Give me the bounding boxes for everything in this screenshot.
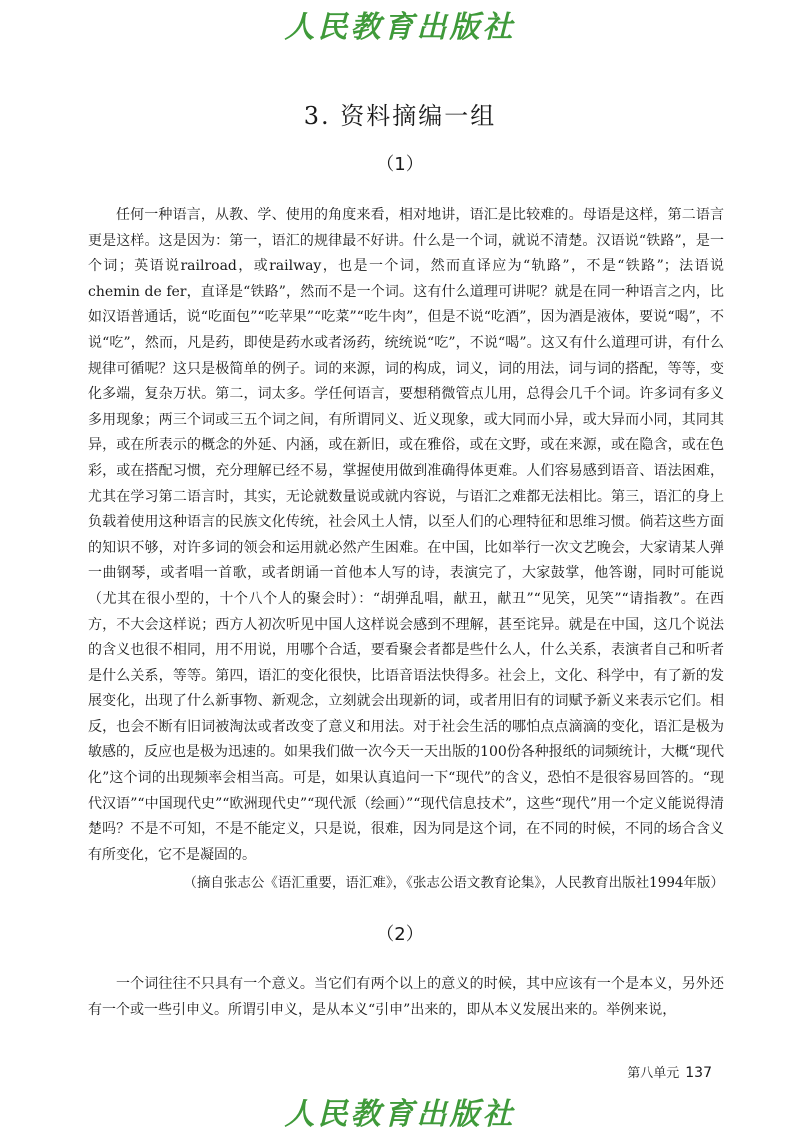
page-number: 137 (685, 1065, 712, 1081)
section-1-paragraph: 任何一种语言，从教、学、使用的角度来看，相对地讲，语汇是比较难的。母语是这样，第二语言更是这样。这是因为：第一，语汇的规律最不好讲。什么是一个词，就说不清楚。汉语说“铁路”，是一个词；英语说railroad，或railway，也是一个词，然而直译应为“轨路”，不是“铁路”；法语说chemin de fer，直译是“铁路”，然而不是一个词。这有什么道理可讲呢？就是在同一种语言之内，比如汉语普通话，说“吃面包”“吃苹果”“吃菜”“吃牛肉”，但是不说“吃酒”，因为酒是液体，要说“喝”，不说“吃”，然而，凡是药，即使是药水或者汤药，统统说“吃”，不说“喝”。这又有什么道理可讲，有什么规律可循呢？这只是极简单的例子。词的来源，词的构成，词义，词的用法，词与词的搭配，等等，变化多端，复杂万状。第二，词太多。学任何语言，要想稍微管点儿用，总得会几千个词。许多词有多义多用现象；两三个词或三五个词之间，有所谓同义、近义现象，或大同而小异，或大异而小同，其同其异，或在所表示的概念的外延、内涵，或在新旧，或在雅俗，或在文野，或在来源，或在隐含，或在色彩，或在搭配习惯，充分理解已经不易，掌握使用做到准确得体更难。人们容易感到语音、语法困难，尤其在学习第二语言时，其实，无论就数量说或就内容说，与语汇之难都无法相比。第三，语汇的身上负载着使用这种语言的民族文化传统，社会风土人情，以至人们的心理特征和思维习惯。倘若这些方面的知识不够，对许多词的领会和运用就必然产生困难。在中国，比如举行一次文艺晚会，大家请某人弹一曲钢琴，或者唱一首歌，或者朗诵一首他本人写的诗，表演完了，大家鼓掌，他答谢，同时可能说（尤其在很小型的，十个八个人的聚会时）：“胡弹乱唱，献丑，献丑”“见笑，见笑”“请指教”。在西方，不大会这样说；西方人初次听见中国人这样说会感到不理解，甚至诧异。就是在中国，这几个说法的含义也很不相同，用不用说，用哪个合适，要看聚会者都是些什么人，什么关系，表演者自己和听者是什么关系，等等。第四，语汇的变化很快，比语音语法快得多。社会上，文化、科学中，有了新的发展变化，出现了什么新事物、新观念，立刻就会出现新的词，或者用旧有的词赋予新义来表示它们。相反，也会不断有旧词被淘汰或者改变了意义和用法。对于社会生活的哪怕点点滴滴的变化，语汇是极为敏感的，反应也是极为迅速的。如果我们做一次今天一天出版的100份各种报纸的词频统计，大概“现代化”这个词的出现频率会相当高。可是，如果认真追问一下“现代”的含义，恐怕不是很容易回答的。“现代汉语”“中国现代史”“欧洲现代史”“现代派（绘画）”“现代信息技术”，这些“现代”用一个定义能说得清楚吗？不是不可知，不是不能定义，只是说，很难，因为同是这个词，在不同的时候，不同的场合含义有所变化，它不是凝固的。 (88, 207, 724, 863)
section-2-number: （2） (376, 924, 424, 945)
publisher-logo-footer: 人民教育出版社 (284, 1097, 516, 1132)
page-footer (627, 1062, 712, 1081)
publisher-logo: 人民教育出版社 (284, 10, 516, 45)
section-1-number: （1） (376, 154, 424, 175)
page-title: 3. 资料摘编一组 (303, 102, 497, 130)
section-2-paragraph: 一个词往往不只具有一个意义。当它们有两个以上的意义的时候，其中应该有一个是本义，另外还有一个或一些引申义。所谓引申义，是从本义“引申”出来的，即从本义发展出来的。举例来说， (88, 976, 724, 1018)
unit-label: 第八单元 (627, 1066, 680, 1081)
section-1-source: （摘自张志公《语汇重要，语汇难》，《张志公语文教育论集》，人民教育出版社1994年版） (183, 875, 724, 891)
